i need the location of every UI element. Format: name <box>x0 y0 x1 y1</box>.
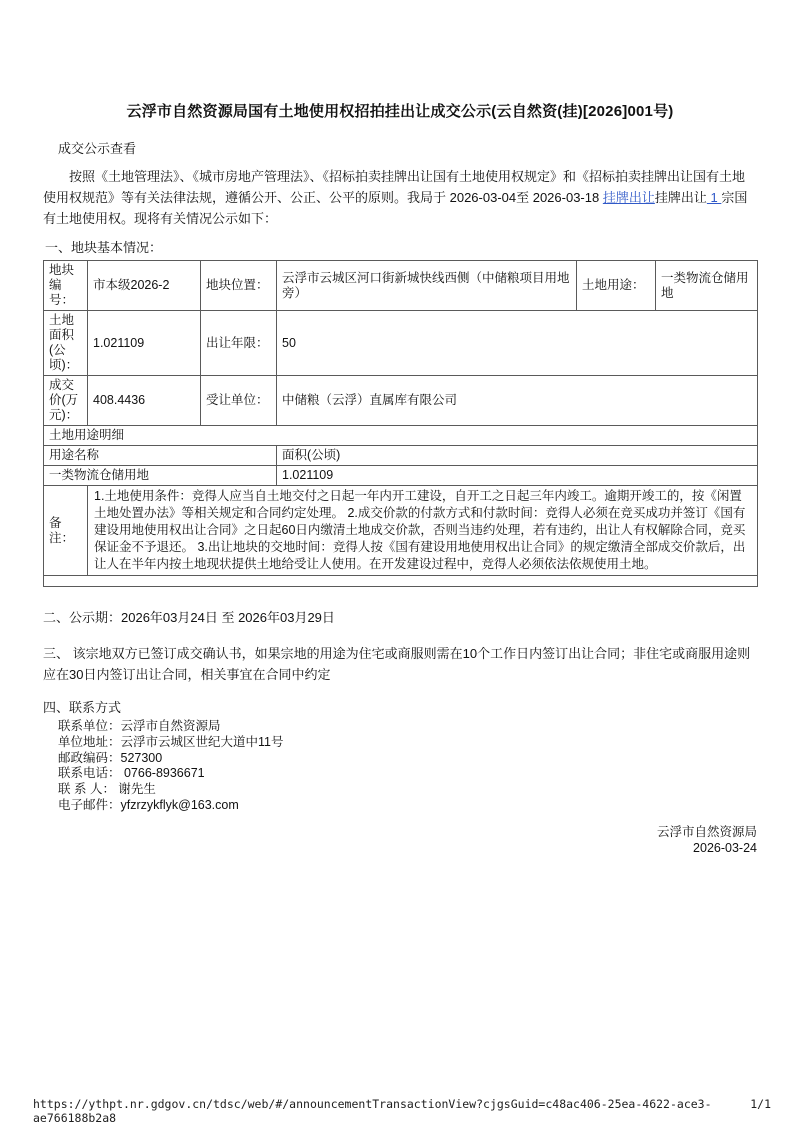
land-area-label: 土地面积(公顷)： <box>44 311 88 376</box>
signature-org: 云浮市自然资源局 <box>656 824 757 839</box>
transfer-years-label: 出让年限： <box>201 311 277 376</box>
deal-price-label: 成交价(万元)： <box>44 376 88 426</box>
section2-publicity-period: 二、公示期：2026年03月24日 至 2026年03月29日 <box>43 610 335 625</box>
plot-number-value: 市本级2026-2 <box>88 261 201 311</box>
table-row <box>44 486 758 576</box>
land-area-value: 1.021109 <box>88 311 201 376</box>
section3-contract-terms: 三、 该宗地双方已签订成交确认书，如果宗地的用途为住宅或商服则需在10个工作日内签订出让合同；非住宅或商服用途则应在30日内签订出让合同，相关事宜在合同中约定 <box>43 646 751 682</box>
intro-text-lead: 按照《土地管理法》、《城市房地产管理法》、《招标拍卖挂牌出让国有土地使用权规定》和《招标拍卖挂牌出让国有土地使用权规范》等有关法律法规，遵循公开、公正、公平的原则。我局于 2026-03-04至 2026-03-18 <box>43 169 746 205</box>
contact-person-line: 联 系 人： 谢先生 <box>58 782 156 797</box>
use-area-header: 面积(公顷) <box>277 446 758 466</box>
plot-location-label: 地块位置： <box>201 261 277 311</box>
transferee-value: 中储粮（云浮）直属库有限公司 <box>277 376 758 426</box>
signature-block <box>43 825 757 857</box>
signature-date: 2026-03-24 <box>693 840 757 855</box>
intro-text-mid: 挂牌出让 <box>654 190 707 205</box>
print-footer <box>33 1097 771 1125</box>
land-use-value: 一类物流仓储用地 <box>656 261 758 311</box>
use-name-header: 用途名称 <box>44 446 277 466</box>
announcement-document <box>43 102 757 856</box>
plot-number-label: 地块编号： <box>44 261 88 311</box>
use-area-value: 1.021109 <box>277 466 758 486</box>
section4-heading: 四、联系方式 <box>43 700 122 715</box>
footer-url: https://ythpt.nr.gdgov.cn/tdsc/web/#/announcementTransactionView?cjgsGuid=c48ac406-25ea-4622-ace3-ae766188b2a8 <box>33 1097 712 1125</box>
plot-location-value: 云浮市云城区河口街新城快线西侧（中储粮项目用地旁） <box>277 261 577 311</box>
remark-text: 1.土地使用条件：竞得人应当自土地交付之日起一年内开工建设，自开工之日起三年内竣工。逾期开竣工的，按《闲置土地处置办法》等相关规定和合同约定处理。 2.成交价款的付款方式和付款时间：竞得人必须在竞买成功并签订《国有建设用地使用权出让合同》之日起60日内缴清土地成交价款，否则当违约处理，若有违约，出让人有权解除合同，竞买保证金不予退还。 3.出让地块的交地时间：竞得人按《国有建设用地使用权出让合同》的规定缴清全部成交价款后，出让人在半年内按土地现状提供土地给受让人使用。在开发建设过程中，竞得人必须依法依规使用土地。 <box>88 486 758 576</box>
land-use-label: 土地用途： <box>577 261 656 311</box>
contact-address-line: 单位地址：云浮市云城区世纪大道中11号 <box>58 734 284 749</box>
page-title: 云浮市自然资源局国有土地使用权招拍挂出让成交公示(云自然资(挂)[2026]001号) <box>126 103 674 120</box>
table-row <box>44 426 758 446</box>
section1-heading: 一、地块基本情况： <box>45 240 163 255</box>
contact-postcode-line: 邮政编码：527300 <box>58 750 163 765</box>
intro-text-tail: 宗国有土地使用权。现将有关情况公示如下： <box>43 190 748 226</box>
transaction-view-label: 成交公示查看 <box>58 141 137 156</box>
table-row <box>44 261 758 311</box>
parcel-count-link[interactable]: 1 <box>706 190 722 205</box>
table-spacer-row <box>44 576 758 587</box>
transfer-years-value: 50 <box>277 311 758 376</box>
contact-email-line: 电子邮件：yfzrzykflyk@163.com <box>58 797 239 812</box>
table-row <box>44 446 758 466</box>
land-use-detail-title: 土地用途明细 <box>44 426 758 446</box>
table-spacer-cell <box>44 576 758 587</box>
footer-page-indicator: 1/1 <box>750 1097 771 1111</box>
intro-paragraph <box>43 166 757 229</box>
listing-transfer-link[interactable]: 挂牌出让 <box>602 190 655 205</box>
table-row <box>44 311 758 376</box>
parcel-info-table <box>43 260 758 587</box>
contact-phone-line: 联系电话： 0766-8936671 <box>58 766 205 781</box>
remark-label: 备注： <box>44 486 88 576</box>
contact-unit-line: 联系单位：云浮市自然资源局 <box>58 719 221 733</box>
transferee-label: 受让单位： <box>201 376 277 426</box>
contact-info-block <box>58 719 757 814</box>
table-row <box>44 376 758 426</box>
use-name-value: 一类物流仓储用地 <box>44 466 277 486</box>
table-row <box>44 466 758 486</box>
deal-price-value: 408.4436 <box>88 376 201 426</box>
